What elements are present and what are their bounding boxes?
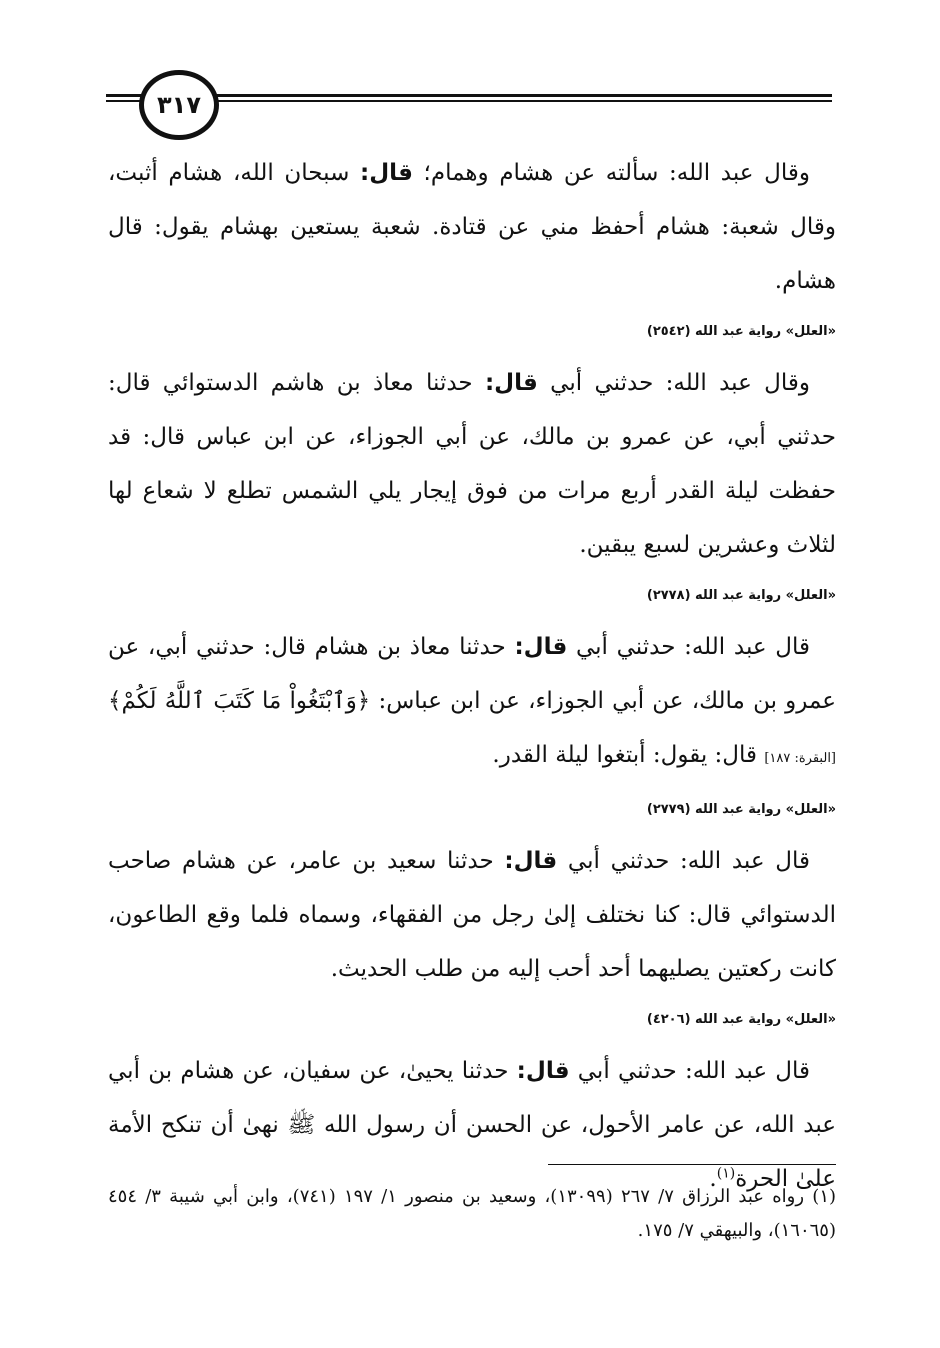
paragraph-4-bold: قال: (504, 848, 558, 874)
paragraph-4-body: حدثنا سعيد بن عامر، عن هشام صاحب الدستوائي قال: كنا نختلف إلىٰ رجل من الفقهاء، وسماه فلما وقع الطاعون، كانت ركعتين يصليهما أحد أحب إليه من طلب الحديث. (108, 848, 836, 982)
paragraph-1-bold: قال: (360, 160, 413, 186)
page-number-circle (139, 70, 219, 140)
paragraph-5-bold: قال: (516, 1058, 570, 1084)
paragraph-2-bold: قال: (484, 370, 538, 396)
paragraph-3-body: حدثنا معاذ بن هشام قال: حدثني أبي، عن عمرو بن مالك، عن أبي الجوزاء، عن ابن عباس: ﴿وَٱبْتَغُواْ مَا كَتَبَ ٱللَّهُ لَكُمْ﴾ (108, 634, 836, 714)
paragraph-1 (108, 146, 836, 308)
paragraph-2-intro: وقال عبد الله: حدثني أبي (537, 370, 810, 396)
quran-reference: [البقرة: ١٨٧] (764, 751, 836, 766)
paragraph-3-ending: قال: يقول: أبتغوا ليلة القدر. (492, 742, 765, 768)
footnote-separator (548, 1164, 836, 1165)
source-citation-3: «العلل» رواية عبد الله (٢٧٧٩) (646, 802, 836, 817)
page-header (0, 0, 940, 160)
main-text (108, 146, 836, 1206)
paragraph-1-body: سبحان الله، هشام أثبت، وقال شعبة: هشام أحفظ مني عن قتادة. شعبة يستعين بهشام يقول: قال هشام. (108, 160, 836, 294)
paragraph-5-intro: قال عبد الله: حدثني أبي (569, 1058, 810, 1084)
paragraph-5-body: حدثنا يحيىٰ، عن سفيان، عن هشام بن أبي عبد الله، عن عامر الأحول، عن الحسن أن رسول الله ﷺ نهىٰ أن تنكح الأمة علىٰ الحرة (108, 1058, 836, 1192)
paragraph-3 (108, 620, 836, 786)
paragraph-4 (108, 834, 836, 996)
source-citation-1: «العلل» رواية عبد الله (٢٥٤٢) (646, 324, 836, 339)
paragraph-2 (108, 356, 836, 572)
paragraph-4-intro: قال عبد الله: حدثني أبي (557, 848, 810, 874)
footnote: (١) رواه عبد الرزاق ٧/ ٢٦٧ (١٣٠٩٩)، وسعيد بن منصور ١/ ١٩٧ (٧٤١)، وابن أبي شيبة ٣/ ٤٥٤ (١٦٠٦٥)، والبيهقي ٧/ ١٧٥. (108, 1186, 837, 1241)
paragraph-3-intro: قال عبد الله: حدثني أبي (567, 634, 810, 660)
paragraph-2-body: حدثنا معاذ بن هاشم الدستوائي قال: حدثني أبي، عن عمرو بن مالك، عن أبي الجوزاء، عن ابن عباس قال: قد حفظت ليلة القدر أربع مرات من فوق إيجار يلي الشمس تطلع لا شعاع لها لثلاث وعشرين لسبع يبقين. (108, 370, 836, 558)
page-number: ٣١٧ (157, 91, 201, 119)
footnote-marker: (١) (716, 1165, 736, 1182)
paragraph-3-bold: قال: (514, 634, 568, 660)
paragraph-1-intro: وقال عبد الله: سألته عن هشام وهمام؛ (412, 160, 810, 186)
source-citation-4: «العلل» رواية عبد الله (٤٢٠٦) (646, 1012, 836, 1027)
paragraph-5-end: . (709, 1166, 717, 1192)
source-citation-2: «العلل» رواية عبد الله (٢٧٧٨) (646, 588, 836, 603)
